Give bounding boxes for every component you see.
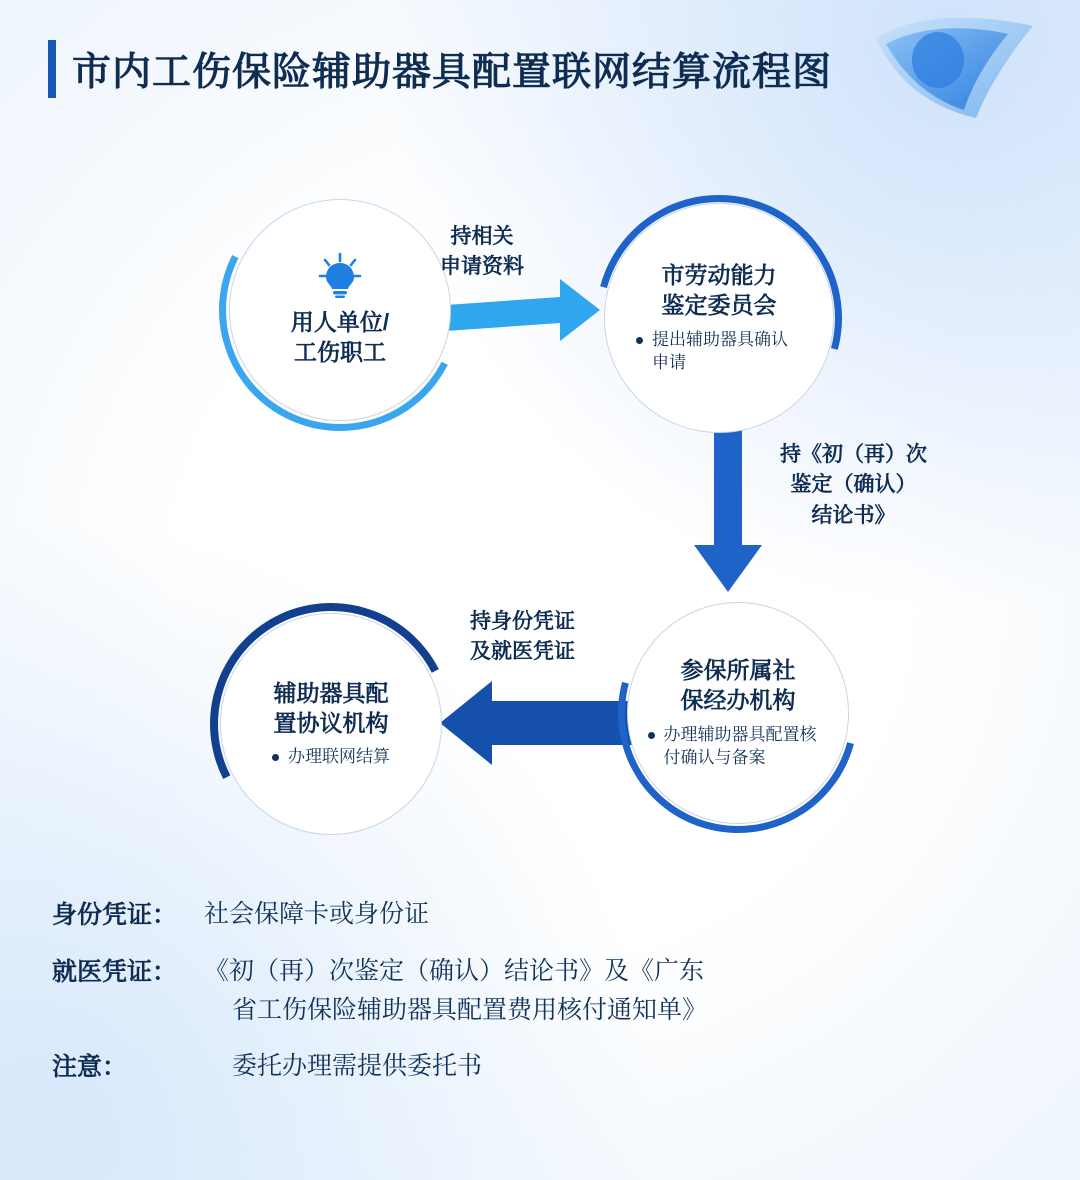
arrow-1-label: 持相关 申请资料 [440, 225, 524, 279]
node-labor-ability-committee-bullet: 提出辅助器具确认申请 [636, 329, 802, 375]
node-assistive-device-agency[interactable] [220, 613, 442, 835]
node-labor-ability-committee-title: 市劳动能力 鉴定委员会 [661, 262, 777, 319]
note-label: 身份凭证： [52, 901, 178, 929]
note-value: 《初（再）次鉴定（确认）结论书》及《广东 省工伤保险辅助器具配置费用核付通知单》 [204, 956, 708, 1024]
note-label: 就医凭证： [52, 957, 178, 986]
node-labor-ability-committee[interactable] [604, 203, 834, 433]
node-social-insurance-agency[interactable] [627, 602, 849, 824]
note-label: 注意： [52, 1053, 128, 1082]
arrow-3 [440, 681, 640, 765]
arrow-3-label: 持身份凭证 及就医凭证 [470, 610, 575, 664]
note-value: 委托办理需提供委托书 [232, 1052, 483, 1081]
arrow-2 [694, 420, 762, 592]
page-title: 市内工伤保险辅助器具配置联网结算流程图 [72, 51, 833, 94]
node-employer-title: 用人单位/ 工伤职工 [290, 309, 390, 365]
note-value: 社会保障卡或身份证 [204, 900, 430, 928]
node-assistive-device-agency-title: 辅助器具配 置协议机构 [273, 679, 389, 736]
arrow-2-label: 持《初（再）次 鉴定（确认） 结论书》 [780, 443, 927, 527]
arrow-1 [446, 279, 600, 341]
note-attention [52, 1047, 1032, 1086]
node-social-insurance-agency-title: 参保所属社 保经办机构 [680, 657, 796, 714]
bullet-dot-icon [636, 337, 643, 344]
note-medical-credential [52, 952, 1032, 1030]
node-social-insurance-agency-bullet: 办理辅助器具配置核付确认与备案 [648, 724, 829, 770]
note-identity-credential [52, 895, 1032, 934]
lightbulb-icon [318, 252, 362, 298]
bullet-dot-icon [648, 732, 655, 739]
notes-section [52, 895, 1032, 1104]
node-employer[interactable] [229, 199, 451, 421]
node-assistive-device-agency-bullet: 办理联网结算 [272, 746, 390, 769]
bullet-dot-icon [272, 754, 279, 761]
